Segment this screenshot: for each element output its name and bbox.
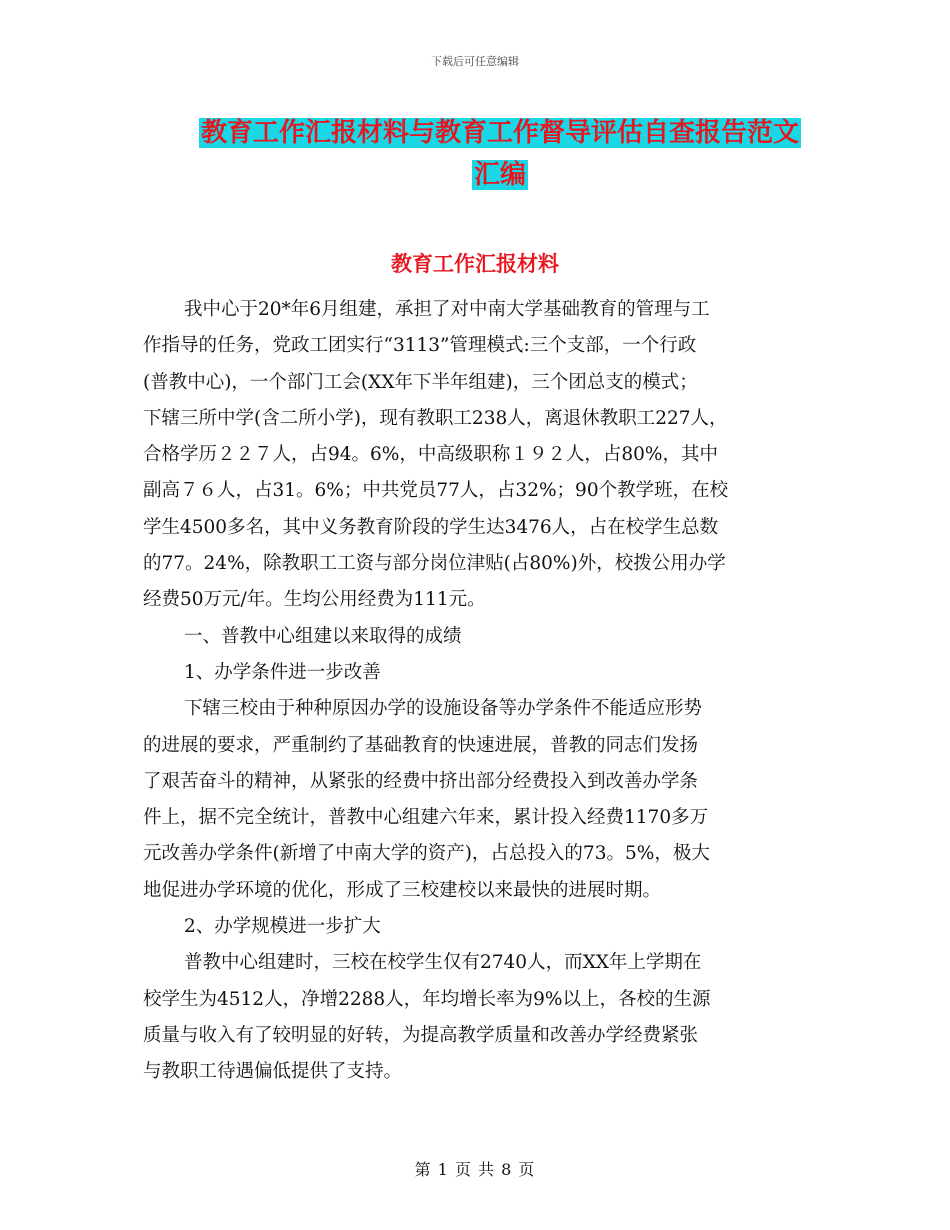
text-line: 质量与收入有了较明显的好转，为提高教学质量和改善办学经费紧张	[143, 1024, 699, 1046]
text-line: 的77。24%，除教职工工资与部分岗位津贴(占80%)外，校拨公用办学	[143, 553, 726, 575]
heading-line: 一、普教中心组建以来取得的成绩	[184, 625, 462, 647]
subheading-line: 2、办学规模进一步扩大	[184, 916, 381, 938]
text-line: 普教中心组建时，三校在校学生仅有2740人，而XX年上学期在	[184, 952, 702, 974]
text-line: (普教中心)，一个部门工会(XX年下半年组建)，三个团总支的模式；	[143, 371, 698, 393]
text-line: 与教职工待遇偏低提供了支持。	[143, 1061, 403, 1083]
document-title	[190, 112, 810, 196]
text-line: 学生4500多名，其中义务教育阶段的学生达3476人，占在校学生总数	[143, 516, 719, 538]
body-text	[143, 292, 833, 1091]
text-line: 副高７６人，占31。6%；中共党员77人，占32%；90个教学班，在校	[143, 480, 729, 502]
header-note: 下载后可任意编辑	[431, 55, 519, 68]
text-line: 件上，据不完全统计，普教中心组建六年来，累计投入经费1170多万	[143, 807, 709, 829]
page-footer: 第 1 页 共 8 页	[414, 1160, 536, 1179]
text-line: 下辖三所中学(含二所小学)，现有教职工238人，离退休教职工227人，	[143, 407, 728, 429]
title-line-2: 汇编	[473, 160, 526, 190]
text-line: 我中心于20*年6月组建，承担了对中南大学基础教育的管理与工	[184, 299, 710, 320]
text-line: 元改善办学条件(新增了中南大学的资产)，占总投入的73。5%，极大	[143, 843, 710, 865]
text-line: 地促进办学环境的优化，形成了三校建校以来最快的进展时期。	[143, 879, 662, 901]
subheading-line: 1、办学条件进一步改善	[184, 661, 381, 683]
section-title: 教育工作汇报材料	[391, 251, 559, 276]
text-line: 合格学历２２７人，占94。6%，中高级职称１９２人，占80%，其中	[143, 444, 719, 466]
text-line: 经费50万元/年。生均公用经费为111元。	[143, 589, 486, 611]
text-line: 校学生为4512人，净增2288人，年均增长率为9%以上，各校的生源	[143, 988, 711, 1010]
text-line: 下辖三校由于种种原因办学的设施设备等办学条件不能适应形势	[184, 698, 703, 720]
text-line: 的进展的要求，严重制约了基础教育的快速进展，普教的同志们发扬	[143, 734, 699, 756]
text-line: 作指导的任务，党政工团实行“3113”管理模式:三个支部，一个行政	[143, 335, 697, 357]
title-line-1: 教育工作汇报材料与教育工作督导评估自查报告范文	[200, 118, 799, 148]
text-line: 了艰苦奋斗的精神，从紧张的经费中挤出部分经费投入到改善办学条	[143, 770, 699, 792]
